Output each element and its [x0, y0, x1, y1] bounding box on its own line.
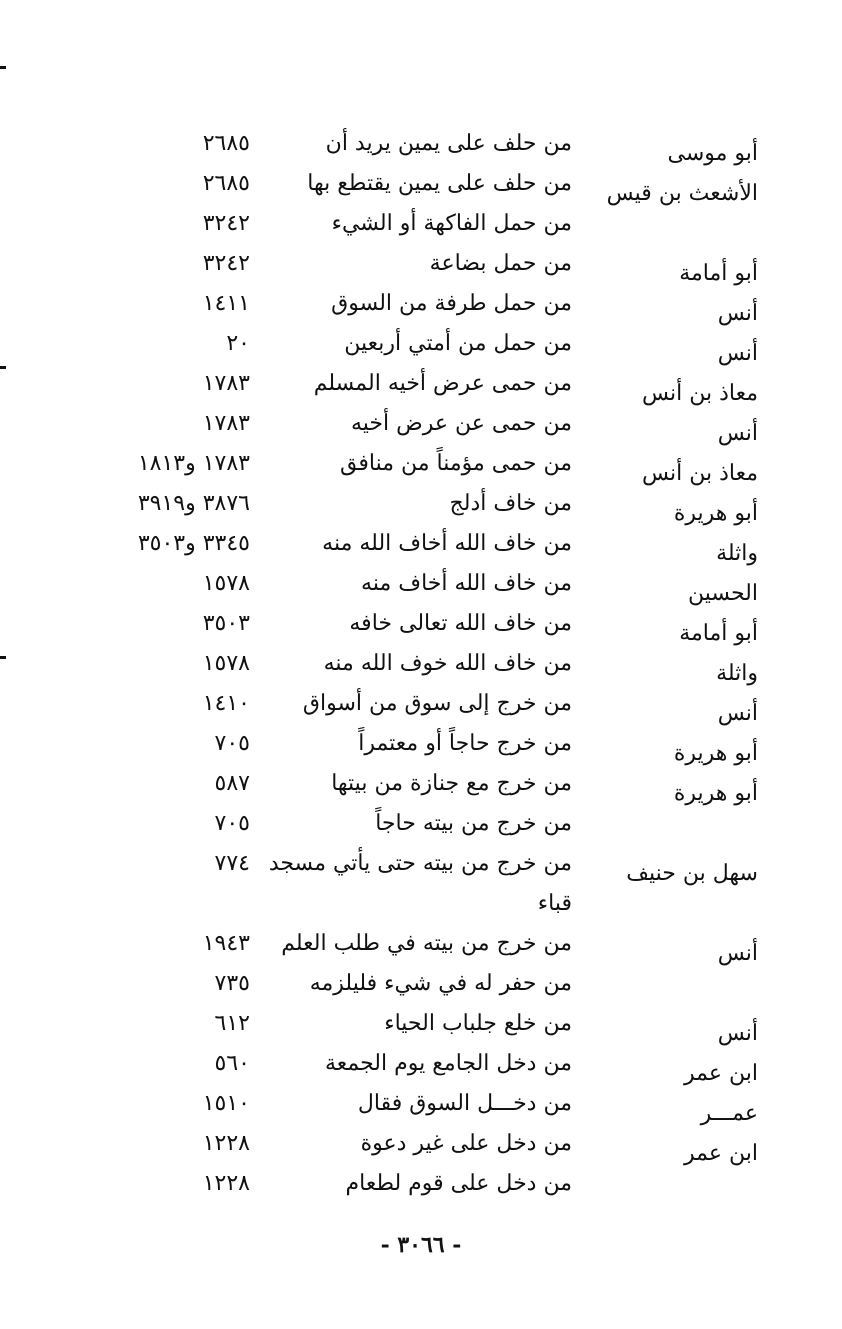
- narrator-name: الأشعث بن قيس: [606, 181, 758, 206]
- hadith-incipit: من حمل بضاعة: [429, 251, 572, 276]
- hadith-incipit: من حمى مؤمناً من منافق: [340, 451, 572, 476]
- hadith-number: ١٢٢٨: [202, 1131, 250, 1156]
- narrator-name: أنس: [717, 341, 758, 366]
- narrator-name: معاذ بن أنس: [641, 461, 758, 486]
- hadith-incipit: من خاف الله أخاف الله منه: [322, 531, 572, 556]
- hadith-incipit: من دخل الجامع يوم الجمعة: [324, 1051, 572, 1076]
- hadith-incipit: من دخل على قوم لطعام: [345, 1171, 572, 1196]
- narrator-name: ابن عمر: [684, 1061, 758, 1086]
- narrator-name: أبو هريرة: [673, 781, 758, 806]
- hadith-number: ١٥١٠: [202, 1091, 250, 1116]
- index-row: [0, 524, 842, 564]
- hadith-incipit: من حمل من أمتي أربعين: [344, 331, 572, 356]
- index-row: [0, 644, 842, 684]
- index-row: [0, 964, 842, 1004]
- hadith-number: ٧٣٥: [214, 971, 250, 996]
- narrator-name: أبو موسى: [667, 141, 758, 166]
- index-row: [0, 164, 842, 204]
- hadith-number: ٧٧٤: [214, 851, 250, 876]
- hadith-incipit: من خرج حاجاً أو معتمراً: [358, 731, 572, 756]
- hadith-number: ١٩٤٣: [202, 931, 250, 956]
- narrator-name: عمـــر: [700, 1101, 758, 1126]
- narrator-name: أنس: [717, 1021, 758, 1046]
- index-row: [0, 284, 842, 324]
- hadith-incipit: من دخـــل السوق فقال: [357, 1091, 572, 1116]
- index-row: [0, 724, 842, 764]
- hadith-incipit: من خرج مع جنازة من بيتها: [331, 771, 572, 796]
- narrator-name: سهل بن حنيف: [626, 861, 758, 886]
- hadith-number: ١٧٨٣ و١٨١٣: [137, 451, 250, 476]
- narrator-name: الحسين: [687, 581, 758, 606]
- hadith-incipit: من خرج من بيته في طلب العلم: [281, 931, 572, 956]
- hadith-index-list: [0, 124, 842, 1204]
- hadith-number: ١٧٨٣: [202, 411, 250, 436]
- index-row: [0, 1004, 842, 1044]
- hadith-number: ٢٦٨٥: [202, 171, 250, 196]
- hadith-number: ٧٠٥: [214, 731, 250, 756]
- narrator-name: أنس: [717, 941, 758, 966]
- index-row: [0, 764, 842, 804]
- index-row: [0, 444, 842, 484]
- hadith-incipit: من حمى عن عرض أخيه: [350, 411, 572, 436]
- index-row: [0, 844, 842, 924]
- index-row: [0, 364, 842, 404]
- narrator-name: أبو أمامة: [679, 621, 758, 646]
- hadith-incipit: من خاف أدلج: [449, 491, 572, 516]
- narrator-name: أنس: [717, 421, 758, 446]
- hadith-incipit: من خرج من بيته حتى يأتي مسجد قباء: [268, 851, 572, 916]
- hadith-incipit: من دخل على غير دعوة: [360, 1131, 572, 1156]
- hadith-number: ٣٨٧٦ و٣٩١٩: [137, 491, 250, 516]
- narrator-name: أبو أمامة: [679, 261, 758, 286]
- narrator-name: واثلة: [716, 541, 758, 566]
- index-row: [0, 204, 842, 244]
- hadith-incipit: من خرج إلى سوق من أسواق: [302, 691, 572, 716]
- index-row: [0, 324, 842, 364]
- hadith-incipit: من حلف على يمين يقتطع بها: [307, 171, 572, 196]
- hadith-incipit: من حمى عرض أخيه المسلم: [313, 371, 572, 396]
- hadith-incipit: من حمل طرفة من السوق: [331, 291, 572, 316]
- hadith-number: ٣٥٠٣: [202, 611, 250, 636]
- narrator-name: أبو هريرة: [673, 741, 758, 766]
- narrator-name: أنس: [717, 301, 758, 326]
- hadith-number: ١٤١١: [202, 291, 250, 316]
- index-row: [0, 404, 842, 444]
- index-row: [0, 684, 842, 724]
- hadith-number: ١٧٨٣: [202, 371, 250, 396]
- hadith-incipit: من حمل الفاكهة أو الشيء: [331, 211, 572, 236]
- index-row: [0, 244, 842, 284]
- hadith-incipit: من خلع جلباب الحياء: [384, 1011, 572, 1036]
- hadith-number: ٥٨٧: [214, 771, 250, 796]
- index-row: [0, 1164, 842, 1204]
- hadith-incipit: من خاف الله خوف الله منه: [323, 651, 572, 676]
- index-row: [0, 924, 842, 964]
- index-row: [0, 1084, 842, 1124]
- hadith-number: ٢٦٨٥: [202, 131, 250, 156]
- hadith-number: ١٥٧٨: [202, 571, 250, 596]
- hadith-number: ٥٦٠: [214, 1051, 250, 1076]
- hadith-incipit: من خاف الله أخاف منه: [361, 571, 572, 596]
- index-row: [0, 1044, 842, 1084]
- hadith-number: ٢٠: [226, 331, 250, 356]
- narrator-name: أبو هريرة: [673, 501, 758, 526]
- hadith-number: ٣٢٤٢: [202, 211, 250, 236]
- hadith-number: ٧٠٥: [214, 811, 250, 836]
- narrator-name: أنس: [717, 701, 758, 726]
- narrator-name: ابن عمر: [684, 1141, 758, 1166]
- scan-edge-mark: [0, 66, 6, 69]
- hadith-incipit: من خاف الله تعالى خافه: [349, 611, 572, 636]
- narrator-name: واثلة: [716, 661, 758, 686]
- index-row: [0, 564, 842, 604]
- page-number: - ٣٠٦٦ -: [380, 1232, 462, 1258]
- hadith-number: ٦١٢: [214, 1011, 250, 1036]
- index-row: [0, 604, 842, 644]
- hadith-number: ٣٣٤٥ و٣٥٠٣: [137, 531, 250, 556]
- hadith-number: ١٤١٠: [202, 691, 250, 716]
- hadith-number: ٣٢٤٢: [202, 251, 250, 276]
- narrator-name: معاذ بن أنس: [641, 381, 758, 406]
- hadith-incipit: من حفر له في شيء فليلزمه: [309, 971, 572, 996]
- hadith-number: ١٥٧٨: [202, 651, 250, 676]
- hadith-incipit: من حلف على يمين يريد أن: [325, 131, 572, 156]
- index-row: [0, 124, 842, 164]
- index-row: [0, 1124, 842, 1164]
- index-row: [0, 804, 842, 844]
- hadith-incipit: من خرج من بيته حاجاً: [375, 811, 572, 836]
- hadith-number: ١٢٢٨: [202, 1171, 250, 1196]
- index-row: [0, 484, 842, 524]
